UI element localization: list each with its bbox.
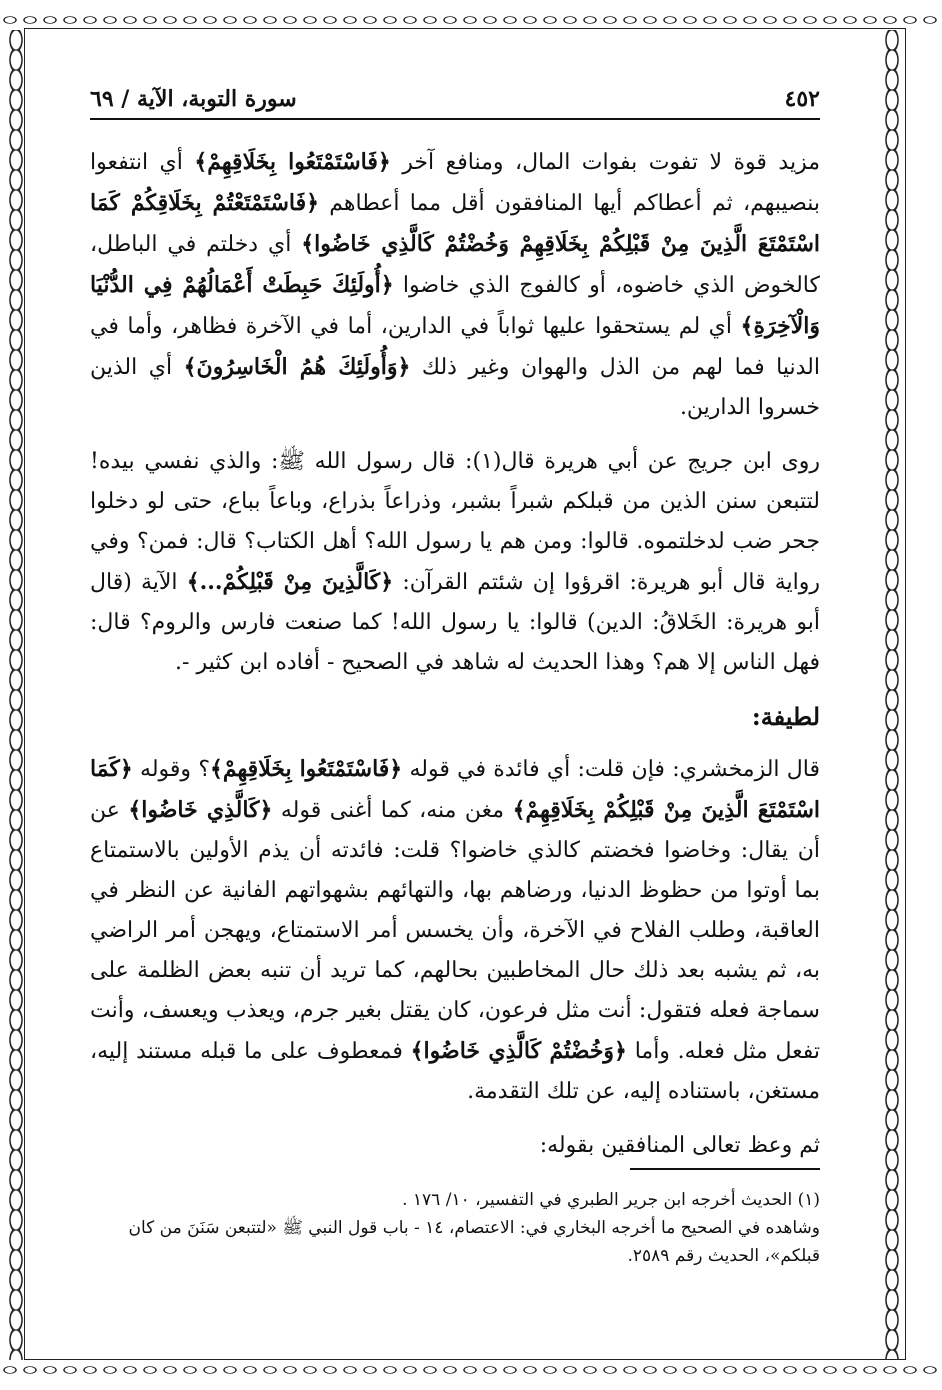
text-run: أي الذين خسروا الدارين. xyxy=(90,355,820,420)
text-run: أي دخلتم في الباطل، كالخوض الذي خاضوه، أو كالفوج الذي خاضوا xyxy=(90,232,820,298)
paragraph-latifa xyxy=(90,749,820,1112)
quran-quote: ﴿كَالَّذِي خَاضُوا﴾ xyxy=(128,797,273,823)
text-run: فمعطوف على ما قبله مستند إليه، مستغن، باستناده إليه، عن تلك التقدمة. xyxy=(90,1039,820,1104)
main-text xyxy=(90,142,820,1166)
footnote-1-continued: وشاهده في الصحيح ما أخرجه البخاري في: الاعتصام، ١٤ - باب قول النبي ﷺ «لتتبعن سَنَنَ من كان قبلكم»، الحديث رقم ٢٥٨٩. xyxy=(128,1218,820,1266)
page-content xyxy=(90,76,820,1180)
quran-quote: ﴿كَمَا اسْتَمْتَعَ الَّذِينَ مِنْ قَبْلِكُمْ بِخَلَاقِهِمْ﴾ xyxy=(90,756,820,823)
quran-quote: ﴿فَاسْتَمْتَعُوا بِخَلَاقِهِمْ﴾ xyxy=(194,149,391,175)
text-run: قال الزمخشري: فإن قلت: أي فائدة في قوله xyxy=(402,757,820,782)
text-run: أي انتفعوا بنصيبهم، ثم أعطاكم أيها المنافقون أقل مما أعطاهم xyxy=(90,150,821,216)
text-run: أي لم يستحقوا عليها ثواباً في الدارين، أما في الآخرة فظاهر، وأما في الدنيا فما لهم من الذل والهوان وغير ذلك xyxy=(90,314,820,380)
quran-quote: ﴿وَأُولَئِكَ هُمُ الْخَاسِرُونَ﴾ xyxy=(183,354,411,380)
closing-line: ثم وعظ تعالى المنافقين بقوله: xyxy=(539,1133,820,1158)
decorative-border-bottom xyxy=(0,1356,942,1384)
quran-quote: ﴿فَاسْتَمْتَعْتُمْ بِخَلَاقِكُمْ كَمَا اسْتَمْتَعَ الَّذِينَ مِنْ قَبْلِكُمْ بِخَلَاقِهِمْ وَخُضْتُمْ كَالَّذِي خَاضُوا﴾ xyxy=(90,190,820,257)
paragraph-hadith xyxy=(90,442,820,683)
quran-quote: ﴿أُولَئِكَ حَبِطَتْ أَعْمَالُهُمْ فِي الدُّنْيَا وَالْآخِرَةِ﴾ xyxy=(90,272,820,339)
text-run: مغن منه، كما أغنى قوله xyxy=(272,798,513,823)
quran-quote: ﴿وَخُضْتُمْ كَالَّذِي خَاضُوا﴾ xyxy=(410,1038,627,1064)
text-run: مزيد قوة لا تفوت بفوات المال، ومنافع آخر xyxy=(390,150,820,175)
section-heading: لطيفة: xyxy=(751,702,820,731)
quran-quote: ﴿كَالَّذِينَ مِنْ قَبْلِكُمْ...﴾ xyxy=(186,569,394,595)
footnote-separator xyxy=(630,1168,820,1170)
footnotes xyxy=(90,1186,820,1270)
quran-quote: ﴿فَاسْتَمْتَعُوا بِخَلَاقِهِمْ﴾ xyxy=(210,756,403,782)
running-header xyxy=(90,76,820,120)
footnote-1: (١) الحديث أخرجه ابن جرير الطبري في التفسير، ١٠/ ١٧٦ . xyxy=(402,1190,820,1210)
text-run: الآية (قال أبو هريرة: الخَلاقُ: الدين) قالوا: يا رسول الله! كما صنعت فارس والروم؟ قال: فهل الناس إلا هم؟ وهذا الحديث له شاهد في الصحيح - أفاده ابن كثير -. xyxy=(90,570,820,675)
surah-reference: سورة التوبة، الآية / ٦٩ xyxy=(90,86,297,112)
text-run: ؟ وقوله xyxy=(132,757,210,782)
paragraph-tafsir xyxy=(90,142,820,428)
text-run: روى ابن جريج عن أبي هريرة قال(١): قال رسول الله ﷺ: والذي نفسي بيده! لتتبعن سنن الذين من قبلكم شبراً بشبر، وذراعاً بذراع، وباعاً بباع، حتى لو دخلوا جحر ضب لدخلتموه. قالوا: ومن هم يا رسول الله؟ أهل الكتاب؟ قال: فمن؟ وفي رواية قال أبو هريرة: اقرؤوا إن شئتم القرآن: xyxy=(90,449,820,595)
text-run: عن أن يقال: وخاضوا فخضتم كالذي خاضوا؟ قلت: فائدته أن يذم الأولين بالاستمتاع بما أوتوا من حظوظ الدنيا، ورضاهم بها، والتهائهم بشهواتهم الفانية عن النظر في العاقبة، وطلب الفلاح في الآخرة، وأن يخسس أمر الاستمتاع، ويهجن أمر الراضي به، ثم يشبه بعد ذلك حال المخاطبين بحالهم، كما تريد أن تنبه بعض الظلمة على سماجة فعله فتقول: أنت مثل فرعون، كان يقتل بغير جرم، ويعذب ويعسف، وأنت تفعل مثل فعله. وأما xyxy=(90,798,820,1064)
page-number: ٤٥٢ xyxy=(784,86,820,112)
